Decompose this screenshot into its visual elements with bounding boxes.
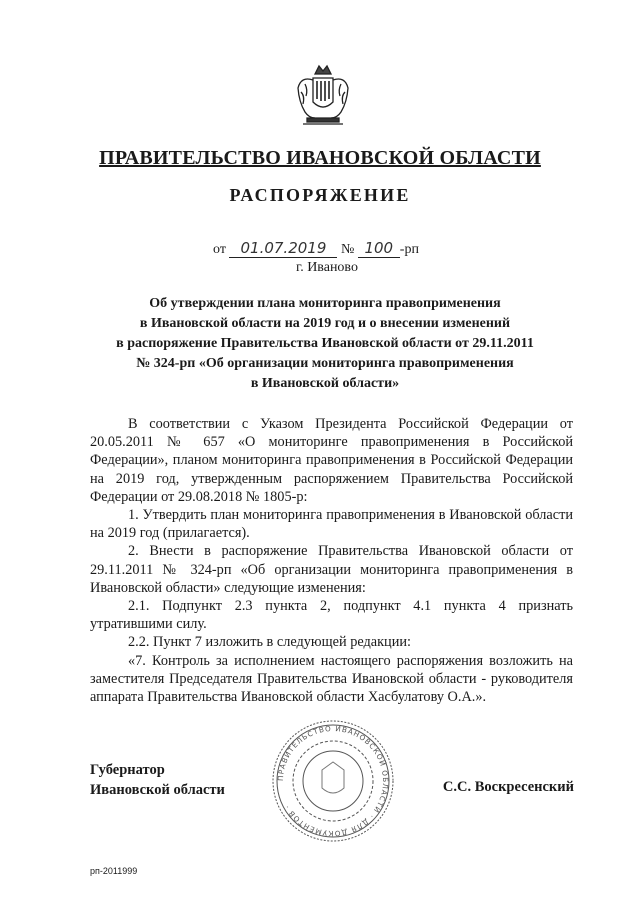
document-code: рп-2011999: [90, 866, 138, 876]
title-line: Об утверждении плана мониторинга правоприменения: [149, 296, 501, 311]
document-type: РАСПОРЯЖЕНИЕ: [229, 185, 411, 205]
title-line: в распоряжение Правительства Ивановской области от 29.11.2011: [116, 336, 534, 351]
document-title: [90, 294, 560, 394]
document-body: [90, 415, 573, 706]
handwritten-number: 100: [358, 240, 400, 258]
handwritten-date: 01.07.2019: [229, 240, 337, 258]
body-paragraph: «7. Контроль за исполнением настоящего распоряжения возложить на заместителя Председателя Правительства Ивановской области - руководителя аппарата Правительства Ивановской области Хасбулатову О.А.».: [90, 652, 573, 706]
number-suffix: -рп: [399, 242, 419, 257]
title-line: в Ивановской области на 2019 год и о внесении изменений: [139, 316, 511, 331]
body-paragraph: 2.1. Подпункт 2.3 пункта 2, подпункт 4.1 пункта 4 признать утратившими силу.: [90, 598, 573, 633]
date-number-line: [213, 240, 419, 258]
body-paragraph: 1. Утвердить план мониторинга правоприменения в Ивановской области на 2019 год (прилагается).: [90, 507, 573, 542]
coat-of-arms-icon: [293, 62, 353, 128]
title-line: в Ивановской области»: [250, 376, 400, 391]
date-prefix: от: [213, 242, 226, 257]
stamp-text: ПРАВИТЕЛЬСТВО ИВАНОВСКОЙ ОБЛАСТИ · ДЛЯ ДОКУМЕНТОВ ·: [275, 723, 391, 839]
title-line: № 324-рп «Об организации мониторинга правоприменения: [136, 356, 514, 371]
signer-position-line: Губернатор: [90, 762, 165, 778]
official-stamp: [270, 718, 396, 844]
signer-position-line: Ивановской области: [90, 782, 225, 798]
government-name: ПРАВИТЕЛЬСТВО ИВАНОВСКОЙ ОБЛАСТИ: [99, 147, 541, 169]
number-prefix: №: [340, 242, 355, 257]
body-paragraph: 2. Внести в распоряжение Правительства Ивановской области от 29.11.2011 № 324-рп «Об организации мониторинга правоприменения в Ивановской области» следующие изменения:: [90, 543, 573, 596]
body-paragraph: 2.2. Пункт 7 изложить в следующей редакции:: [128, 634, 411, 651]
city: г. Иваново: [296, 260, 358, 275]
body-paragraph: В соответствии с Указом Президента Российской Федерации от 20.05.2011 № 657 «О мониторинге правоприменения в Российской Федерации», планом мониторинга правоприменения в Российской Федерации на 2019 год, утвержденным распоряжением Правительства Российской Федерации от 29.08.2018 № 1805-р:: [90, 416, 573, 505]
signer-position: [90, 760, 225, 800]
signer-name: С.С. Воскресенский: [442, 779, 574, 795]
